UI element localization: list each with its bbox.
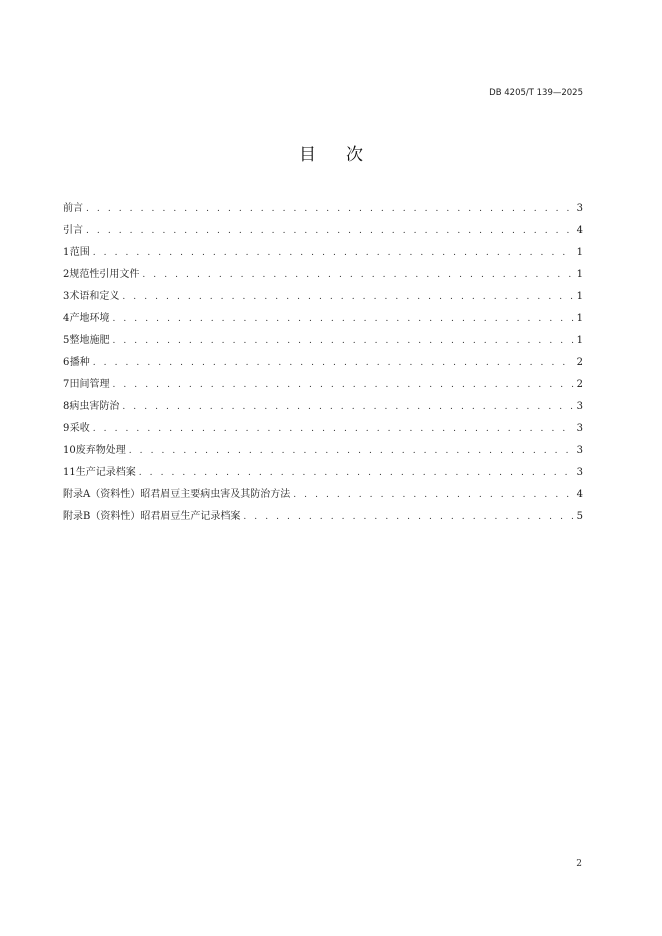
- toc-entry-title: 前言: [63, 203, 83, 214]
- toc-entry-number: 10: [63, 445, 76, 456]
- toc-leader-dots: [112, 311, 573, 327]
- toc-entry-10[interactable]: [63, 443, 583, 465]
- toc-entry-appendix-a[interactable]: [63, 487, 583, 509]
- toc-entry-number: 1: [63, 247, 70, 258]
- toc-entry-title: 引言: [63, 225, 83, 236]
- toc-entry-page: 3: [576, 445, 583, 456]
- toc-entry-title: 废弃物处理: [75, 445, 126, 456]
- toc-leader-dots: [243, 509, 573, 525]
- toc-entry-number: 11: [63, 467, 76, 478]
- toc-entry-number: 附录A（资料性）: [63, 489, 141, 500]
- page-title: 目次: [299, 145, 393, 165]
- toc-entry-title: 规范性引用文件: [69, 269, 140, 280]
- toc-leader-dots: [93, 245, 574, 261]
- toc-entry-9[interactable]: [63, 421, 583, 443]
- toc-leader-dots: [112, 333, 573, 349]
- toc-entry-number: 7: [63, 379, 70, 390]
- toc-entry-1[interactable]: [63, 245, 583, 267]
- toc-entry-3[interactable]: [63, 289, 583, 311]
- toc-entry-5[interactable]: [63, 333, 583, 355]
- toc-entry-foreword[interactable]: [63, 201, 583, 223]
- toc-leader-dots: [139, 465, 574, 481]
- toc-entry-title: 病虫害防治: [69, 401, 120, 412]
- toc-entry-number: 4: [63, 313, 70, 324]
- toc-entry-8[interactable]: [63, 399, 583, 421]
- toc-entry-page: 2: [576, 357, 583, 368]
- toc-entry-6[interactable]: [63, 355, 583, 377]
- toc-entry-title: 昭君眉豆主要病虫害及其防治方法: [140, 489, 291, 500]
- toc-entry-title: 整地施肥: [69, 335, 110, 346]
- toc-entry-page: 1: [576, 313, 583, 324]
- toc-leader-dots: [86, 223, 574, 239]
- toc-entry-page: 4: [576, 489, 583, 500]
- toc-entry-2[interactable]: [63, 267, 583, 289]
- toc-entry-11[interactable]: [63, 465, 583, 487]
- toc-entry-page: 3: [576, 423, 583, 434]
- toc-entry-page: 1: [576, 247, 583, 258]
- toc-entry-page: 3: [576, 467, 583, 478]
- toc-entry-number: 2: [63, 269, 70, 280]
- toc-leader-dots: [142, 267, 573, 283]
- toc-leader-dots: [293, 487, 573, 503]
- toc-entry-page: 1: [576, 269, 583, 280]
- toc-entry-number: 附录B（资料性）: [63, 511, 141, 522]
- toc-entry-page: 5: [576, 511, 583, 522]
- document-code: DB 4205/T 139—2025: [489, 88, 583, 98]
- toc-entry-page: 3: [576, 203, 583, 214]
- toc-entry-appendix-b[interactable]: [63, 509, 583, 531]
- toc-leader-dots: [122, 399, 573, 415]
- toc-leader-dots: [86, 201, 574, 217]
- toc-entry-page: 3: [576, 401, 583, 412]
- toc-entry-page: 4: [576, 225, 583, 236]
- table-of-contents: [63, 201, 583, 531]
- toc-entry-number: 3: [63, 291, 70, 302]
- toc-leader-dots: [129, 443, 574, 459]
- toc-entry-page: 1: [576, 335, 583, 346]
- toc-entry-introduction[interactable]: [63, 223, 583, 245]
- page-number: 2: [576, 859, 582, 869]
- toc-leader-dots: [93, 355, 574, 371]
- toc-leader-dots: [122, 289, 573, 305]
- toc-entry-title: 田间管理: [69, 379, 110, 390]
- toc-entry-7[interactable]: [63, 377, 583, 399]
- toc-entry-title: 范围: [69, 247, 90, 258]
- toc-entry-number: 6: [63, 357, 70, 368]
- toc-entry-title: 生产记录档案: [75, 467, 136, 478]
- toc-leader-dots: [112, 377, 573, 393]
- toc-leader-dots: [93, 421, 574, 437]
- toc-entry-number: 9: [63, 423, 70, 434]
- toc-entry-title: 播种: [69, 357, 90, 368]
- toc-entry-page: 1: [576, 291, 583, 302]
- toc-entry-title: 采收: [69, 423, 90, 434]
- toc-entry-page: 2: [576, 379, 583, 390]
- toc-entry-number: 8: [63, 401, 70, 412]
- toc-entry-4[interactable]: [63, 311, 583, 333]
- toc-entry-title: 术语和定义: [69, 291, 120, 302]
- toc-entry-title: 昭君眉豆生产记录档案: [140, 511, 241, 522]
- toc-entry-title: 产地环境: [69, 313, 110, 324]
- toc-entry-number: 5: [63, 335, 70, 346]
